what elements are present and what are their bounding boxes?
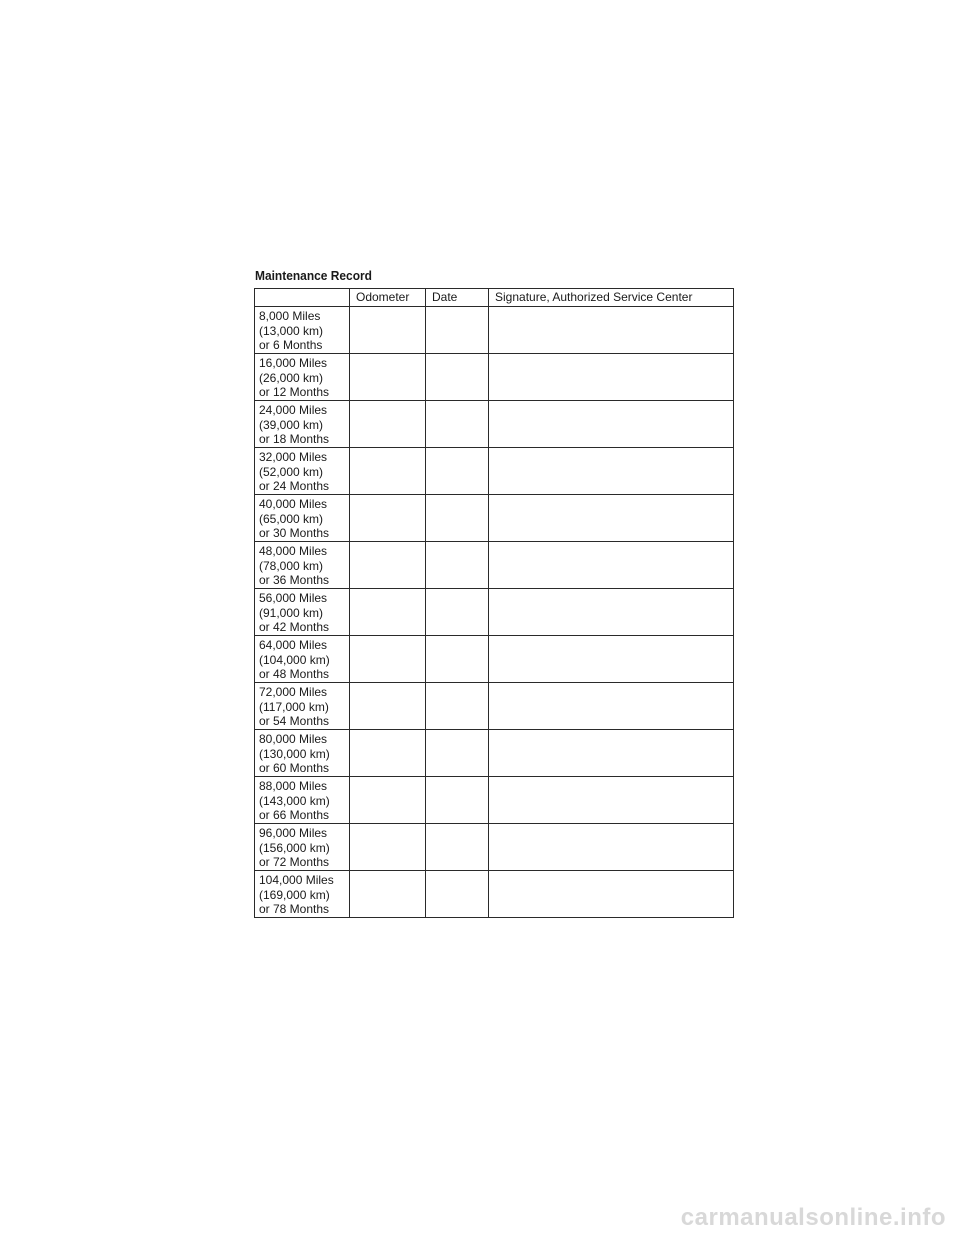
service-interval-cell	[255, 871, 350, 918]
date-entry-cell	[426, 448, 489, 495]
table-body	[255, 307, 734, 918]
interval-months: or 66 Months	[259, 808, 330, 822]
table-row	[255, 871, 734, 918]
interval-months: or 42 Months	[259, 620, 330, 634]
odometer-entry-cell	[350, 683, 426, 730]
service-interval-cell	[255, 401, 350, 448]
signature-entry-cell	[489, 401, 734, 448]
service-interval-cell	[255, 730, 350, 777]
interval-months: or 18 Months	[259, 432, 330, 446]
interval-km: (39,000 km)	[259, 417, 324, 432]
odometer-entry-cell	[350, 401, 426, 448]
interval-miles: 104,000 Miles	[259, 873, 334, 887]
odometer-entry-cell	[350, 589, 426, 636]
odometer-entry-cell	[350, 307, 426, 354]
service-interval-cell	[255, 589, 350, 636]
interval-km: (26,000 km)	[259, 370, 324, 385]
table-row	[255, 354, 734, 401]
table-row	[255, 824, 734, 871]
signature-entry-cell	[489, 495, 734, 542]
date-entry-cell	[426, 401, 489, 448]
interval-km: (117,000 km)	[259, 699, 329, 714]
date-entry-cell	[426, 777, 489, 824]
interval-km: (65,000 km)	[259, 511, 324, 526]
interval-km: (169,000 km)	[259, 887, 330, 902]
interval-months: or 30 Months	[259, 526, 330, 540]
table-row	[255, 448, 734, 495]
service-interval-cell	[255, 824, 350, 871]
interval-months: or 36 Months	[259, 573, 330, 587]
service-interval-cell	[255, 448, 350, 495]
date-entry-cell	[426, 542, 489, 589]
watermark: carmanualsonline.info	[680, 1204, 946, 1231]
date-entry-cell	[426, 589, 489, 636]
service-interval-cell	[255, 307, 350, 354]
date-entry-cell	[426, 636, 489, 683]
service-interval-cell	[255, 354, 350, 401]
maintenance-record-table	[254, 288, 734, 918]
service-interval-cell	[255, 636, 350, 683]
interval-km: (91,000 km)	[259, 605, 324, 620]
signature-entry-cell	[489, 354, 734, 401]
interval-months: or 24 Months	[259, 479, 330, 493]
interval-miles: 80,000 Miles	[259, 732, 328, 746]
table-header-row	[255, 289, 734, 307]
table-row	[255, 495, 734, 542]
interval-km: (13,000 km)	[259, 323, 324, 338]
signature-entry-cell	[489, 448, 734, 495]
odometer-entry-cell	[350, 871, 426, 918]
interval-miles: 16,000 Miles	[259, 356, 328, 370]
interval-km: (130,000 km)	[259, 746, 330, 761]
interval-miles: 32,000 Miles	[259, 450, 328, 464]
date-entry-cell	[426, 730, 489, 777]
signature-entry-cell	[489, 777, 734, 824]
interval-months: or 72 Months	[259, 855, 330, 869]
table-row	[255, 683, 734, 730]
date-entry-cell	[426, 871, 489, 918]
interval-months: or 12 Months	[259, 385, 330, 399]
table-row	[255, 730, 734, 777]
interval-miles: 72,000 Miles	[259, 685, 328, 699]
interval-km: (52,000 km)	[259, 464, 324, 479]
signature-entry-cell	[489, 824, 734, 871]
interval-miles: 56,000 Miles	[259, 591, 328, 605]
signature-entry-cell	[489, 871, 734, 918]
interval-months: or 54 Months	[259, 714, 330, 728]
odometer-entry-cell	[350, 542, 426, 589]
date-entry-cell	[426, 354, 489, 401]
interval-miles: 64,000 Miles	[259, 638, 328, 652]
interval-km: (156,000 km)	[259, 840, 330, 855]
interval-months: or 6 Months	[259, 338, 323, 352]
service-interval-cell	[255, 777, 350, 824]
signature-entry-cell	[489, 730, 734, 777]
date-entry-cell	[426, 307, 489, 354]
interval-miles: 40,000 Miles	[259, 497, 328, 511]
interval-miles: 48,000 Miles	[259, 544, 328, 558]
interval-miles: 96,000 Miles	[259, 826, 328, 840]
interval-miles: 88,000 Miles	[259, 779, 328, 793]
odometer-entry-cell	[350, 730, 426, 777]
odometer-entry-cell	[350, 777, 426, 824]
column-header-odometer: Odometer	[350, 289, 426, 307]
table-row	[255, 401, 734, 448]
interval-km: (143,000 km)	[259, 793, 330, 808]
table-row	[255, 636, 734, 683]
column-header-signature: Signature, Authorized Service Center	[489, 289, 734, 307]
interval-months: or 78 Months	[259, 902, 330, 916]
date-entry-cell	[426, 683, 489, 730]
service-interval-cell	[255, 495, 350, 542]
date-entry-cell	[426, 824, 489, 871]
odometer-entry-cell	[350, 495, 426, 542]
table-row	[255, 307, 734, 354]
signature-entry-cell	[489, 307, 734, 354]
signature-entry-cell	[489, 589, 734, 636]
signature-entry-cell	[489, 542, 734, 589]
odometer-entry-cell	[350, 354, 426, 401]
service-interval-cell	[255, 683, 350, 730]
interval-km: (78,000 km)	[259, 558, 324, 573]
page-title: Maintenance Record	[255, 268, 372, 283]
table-row	[255, 542, 734, 589]
interval-miles: 8,000 Miles	[259, 309, 321, 323]
odometer-entry-cell	[350, 824, 426, 871]
odometer-entry-cell	[350, 636, 426, 683]
date-entry-cell	[426, 495, 489, 542]
interval-miles: 24,000 Miles	[259, 403, 328, 417]
service-interval-cell	[255, 542, 350, 589]
signature-entry-cell	[489, 683, 734, 730]
interval-km: (104,000 km)	[259, 652, 330, 667]
interval-months: or 60 Months	[259, 761, 330, 775]
odometer-entry-cell	[350, 448, 426, 495]
column-header-interval	[255, 289, 350, 307]
table-row	[255, 777, 734, 824]
interval-months: or 48 Months	[259, 667, 330, 681]
column-header-date: Date	[426, 289, 489, 307]
signature-entry-cell	[489, 636, 734, 683]
table-row	[255, 589, 734, 636]
